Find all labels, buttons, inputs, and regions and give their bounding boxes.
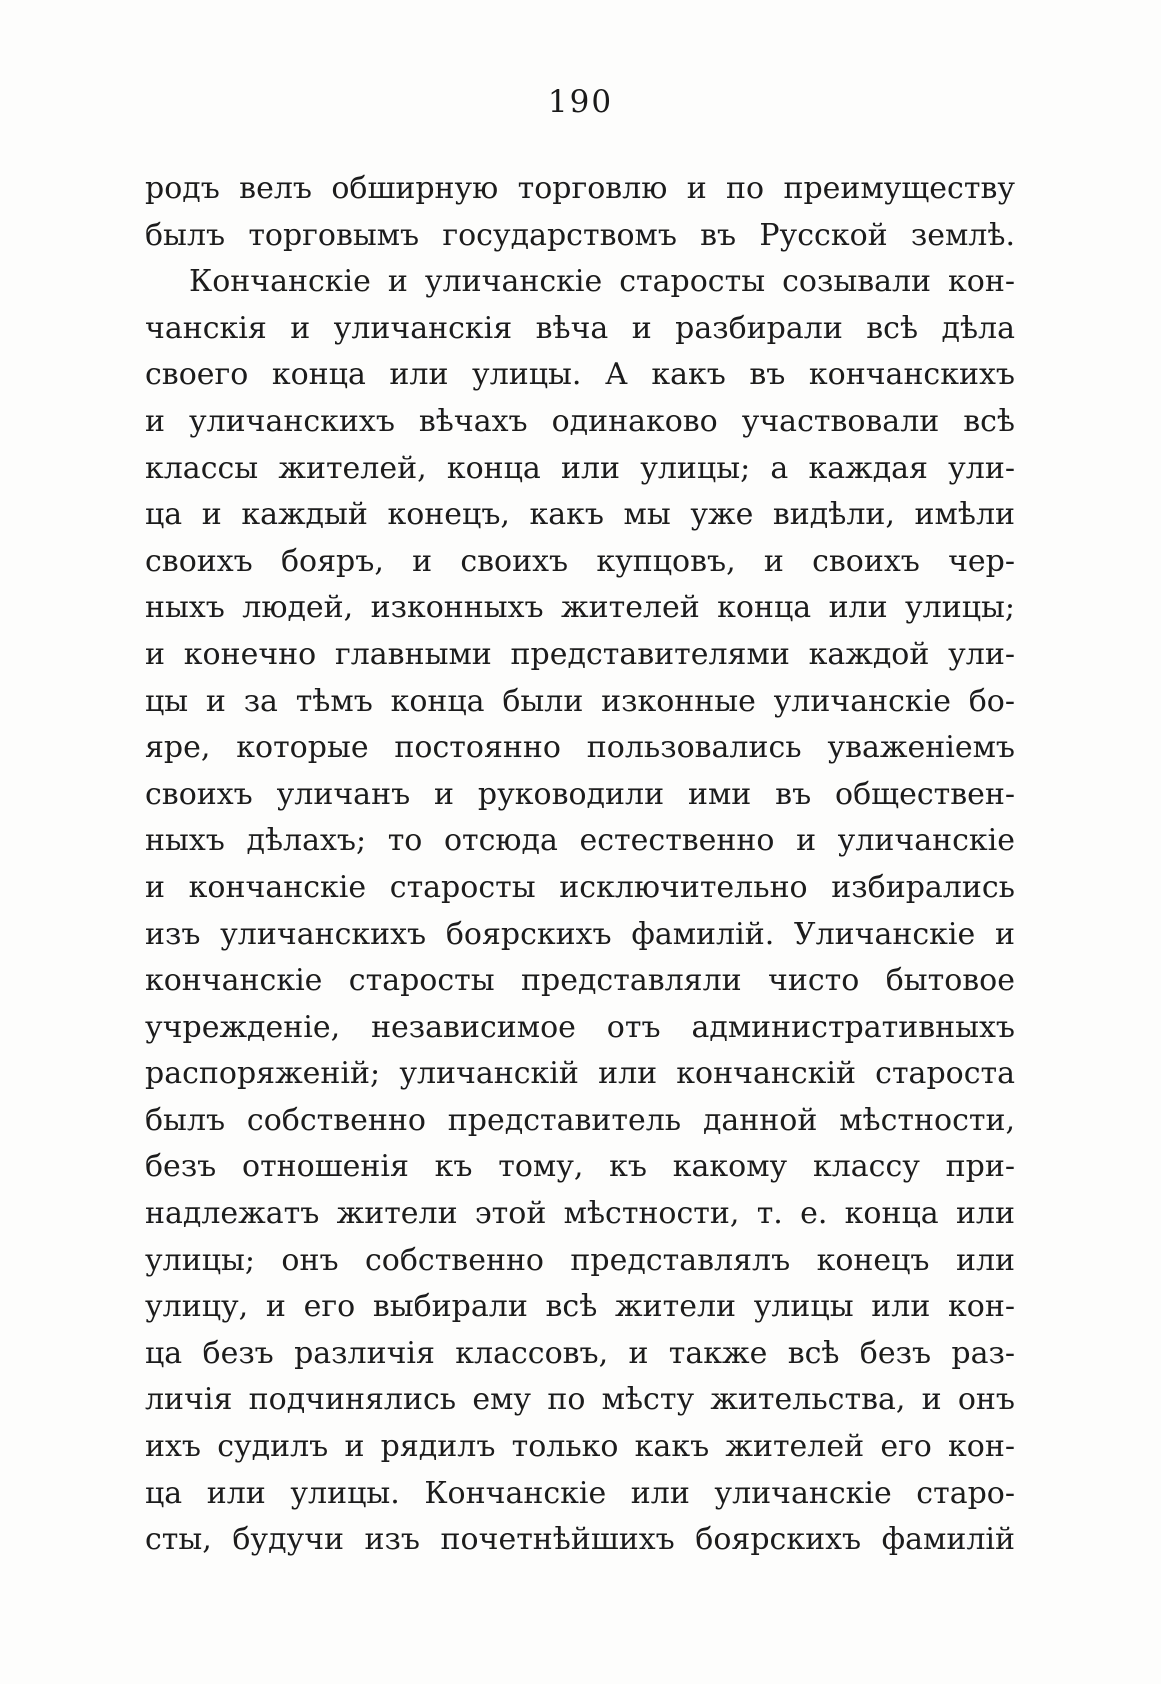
text-line: чанскія и уличанскія вѣча и разбирали всѣ дѣла [145, 310, 1015, 346]
text-line: своихъ уличанъ и руководили ими въ обществен- [145, 776, 1015, 812]
text-line: ца или улицы. Кончанскіе или уличанскіе старо- [145, 1475, 1015, 1511]
text-line: и уличанскихъ вѣчахъ одинаково участвовали всѣ [145, 403, 1015, 439]
text-line: сты, будучи изъ почетнѣйшихъ боярскихъ фамилій [145, 1522, 1015, 1558]
text-line: своихъ бояръ, и своихъ купцовъ, и своихъ чер- [145, 543, 1015, 579]
text-line: личія подчинялись ему по мѣсту жительства, и онъ [145, 1382, 1015, 1418]
paragraph-first-line: Кончанскіе и уличанскіе старосты созывали кон- [189, 264, 1015, 300]
text-line: классы жителей, конца или улицы; а каждая ули- [145, 450, 1015, 486]
text-line: родъ велъ обширную торговлю и по преимуществу [145, 171, 1015, 206]
text-line: своего конца или улицы. А какъ въ кончанскихъ [145, 357, 1015, 393]
text-line: и кончанскіе старосты исключительно избирались [145, 869, 1015, 905]
text-line: изъ уличанскихъ боярскихъ фамилій. Уличанскіе и [145, 916, 1015, 952]
text-line: распоряженій; уличанскій или кончанскій староста [145, 1056, 1015, 1092]
text-line: улицы; онъ собственно представлялъ конецъ или [145, 1242, 1015, 1278]
text-line: ца безъ различія классовъ, и также всѣ безъ раз- [145, 1335, 1015, 1371]
text-line: ныхъ дѣлахъ; то отсюда естественно и уличанскіе [145, 823, 1015, 859]
page-number: 190 [547, 84, 614, 120]
text-line: надлежатъ жители этой мѣстности, т. е. конца или [145, 1196, 1015, 1232]
text-line: цы и за тѣмъ конца были изконные уличанскіе бо- [145, 683, 1015, 719]
text-line: яре, которые постоянно пользовались уваженіемъ [145, 730, 1015, 766]
text-line: былъ торговымъ государствомъ въ Русской землѣ. [145, 217, 1015, 253]
text-line: былъ собственно представитель данной мѣстности, [145, 1102, 1015, 1138]
text-line: улицу, и его выбирали всѣ жители улицы или кон- [145, 1289, 1015, 1325]
text-line: учрежденіе, независимое отъ административныхъ [145, 1009, 1015, 1045]
text-line: безъ отношенія къ тому, къ какому классу при- [145, 1149, 1015, 1185]
text-line: ныхъ людей, изконныхъ жителей конца или улицы; [145, 590, 1015, 626]
text-line: ца и каждый конецъ, какъ мы уже видѣли, имѣли [145, 497, 1015, 533]
body-text [145, 166, 1015, 1564]
text-line: кончанскіе старосты представляли чисто бытовое [145, 963, 1015, 999]
text-line: и конечно главными представителями каждой ули- [145, 636, 1015, 672]
text-line: ихъ судилъ и рядилъ только какъ жителей его кон- [145, 1429, 1015, 1465]
